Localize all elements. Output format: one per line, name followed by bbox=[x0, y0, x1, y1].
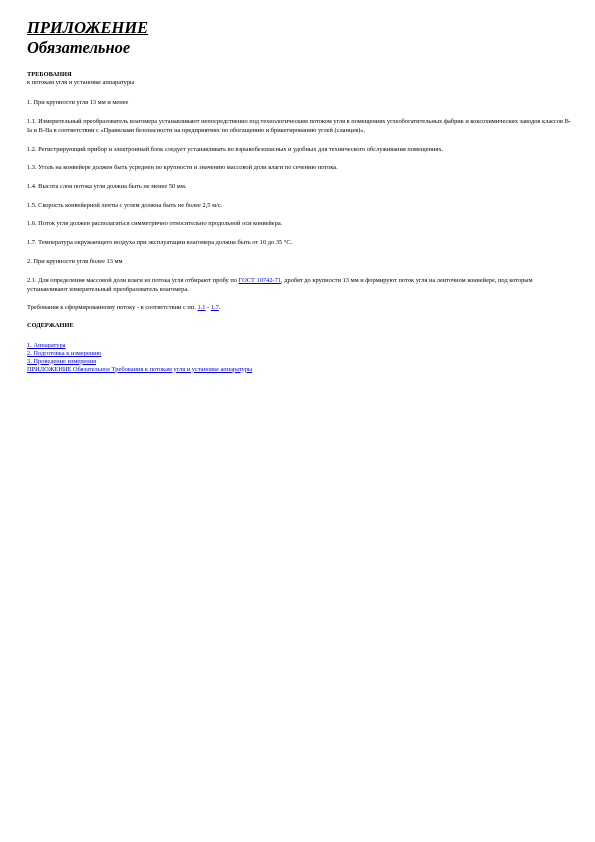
paragraph-1-4: 1.4. Высота слоя потока угля должна быть не менее 50 мм. bbox=[27, 183, 187, 191]
toc-heading: СОДЕРЖАНИЕ bbox=[27, 322, 74, 330]
paragraph-2-2-text-start: Требования к сформированному потоку - в соответствии с пп. bbox=[27, 304, 196, 312]
section-2-heading: 2. При крупности угля более 13 мм bbox=[27, 257, 123, 265]
paragraph-2-1 bbox=[27, 276, 572, 294]
paragraph-2-2 bbox=[27, 303, 572, 312]
toc-item bbox=[27, 342, 572, 350]
paragraph-2-2-dash: - bbox=[205, 304, 211, 312]
paragraph-1-2: 1.2. Регистрирующий прибор и электронный блок следует устанавливать во взрывобезопасных и удобных для технического обслуживания помещениях. bbox=[27, 145, 444, 153]
toc-link-apparatus[interactable]: 1. Аппаратура bbox=[27, 342, 66, 350]
paragraph-1-7: 1.7. Температура окружающего воздуха при эксплуатации влагомера должна быть от 10 до 35 °С. bbox=[27, 239, 293, 247]
toc-link-measurement[interactable]: 3. Проведение измерения bbox=[27, 357, 97, 365]
paragraph-1-1: 1.1. Измерительный преобразователь влагомера устанавливают непосредственно под технологическим потоком угля в помещениях углеобогатительных фабрик и коксохимических заводов классов В-Ia и В-IIa в соответствии с «Правилами безопасности на предприятиях по обогащению и брикетированию углей (сланцев)». bbox=[27, 117, 572, 134]
toc-item bbox=[27, 366, 572, 374]
gost-10742-71-link[interactable]: ГОСТ 10742-71 bbox=[238, 276, 282, 284]
toc-link-appendix[interactable]: ПРИЛОЖЕНИЕ Обязательное Требования к потокам угля и установке аппаратуры bbox=[27, 365, 253, 373]
table-of-contents bbox=[27, 342, 572, 373]
paragraph-1-6: 1.6. Поток угля должен располагаться симметрично относительно продольной оси конвейера. bbox=[27, 220, 283, 228]
clause-1-1-link[interactable]: 1.1 bbox=[197, 304, 206, 312]
toc-item bbox=[27, 358, 572, 366]
appendix-subtitle: Обязательное bbox=[27, 38, 131, 57]
clause-1-7-link[interactable]: 1.7 bbox=[210, 304, 219, 312]
paragraph-2-1-text-start: 2.1. Для определения массовой доли влаги из потока угля отбирают пробу по bbox=[27, 276, 237, 284]
requirements-subheading: к потокам угля и установке аппаратуры bbox=[27, 79, 135, 86]
paragraph-2-1-text-end: , дробят до крупности 13 мм и формируют поток угля на ленточном конвейере, под которым устанавливают измерительный преобразователь влагомера. bbox=[27, 276, 533, 293]
document-page bbox=[27, 18, 572, 373]
appendix-title: ПРИЛОЖЕНИЕ bbox=[27, 18, 149, 37]
paragraph-1-5: 1.5. Скорость конвейерной ленты с углем должна быть не более 2,5 м/с. bbox=[27, 201, 223, 209]
requirements-heading: ТРЕБОВАНИЯ bbox=[27, 71, 72, 78]
toc-link-preparation[interactable]: 2. Подготовка к измерению bbox=[27, 349, 102, 357]
section-1-heading: 1. При крупности угля 13 мм и менее bbox=[27, 99, 129, 106]
paragraph-1-3: 1.3. Уголь на конвейере должен быть усреднен по крупности и значению массовой доли влаги по сечению потока. bbox=[27, 164, 338, 172]
toc-item bbox=[27, 350, 572, 358]
paragraph-2-2-period: . bbox=[218, 304, 221, 312]
